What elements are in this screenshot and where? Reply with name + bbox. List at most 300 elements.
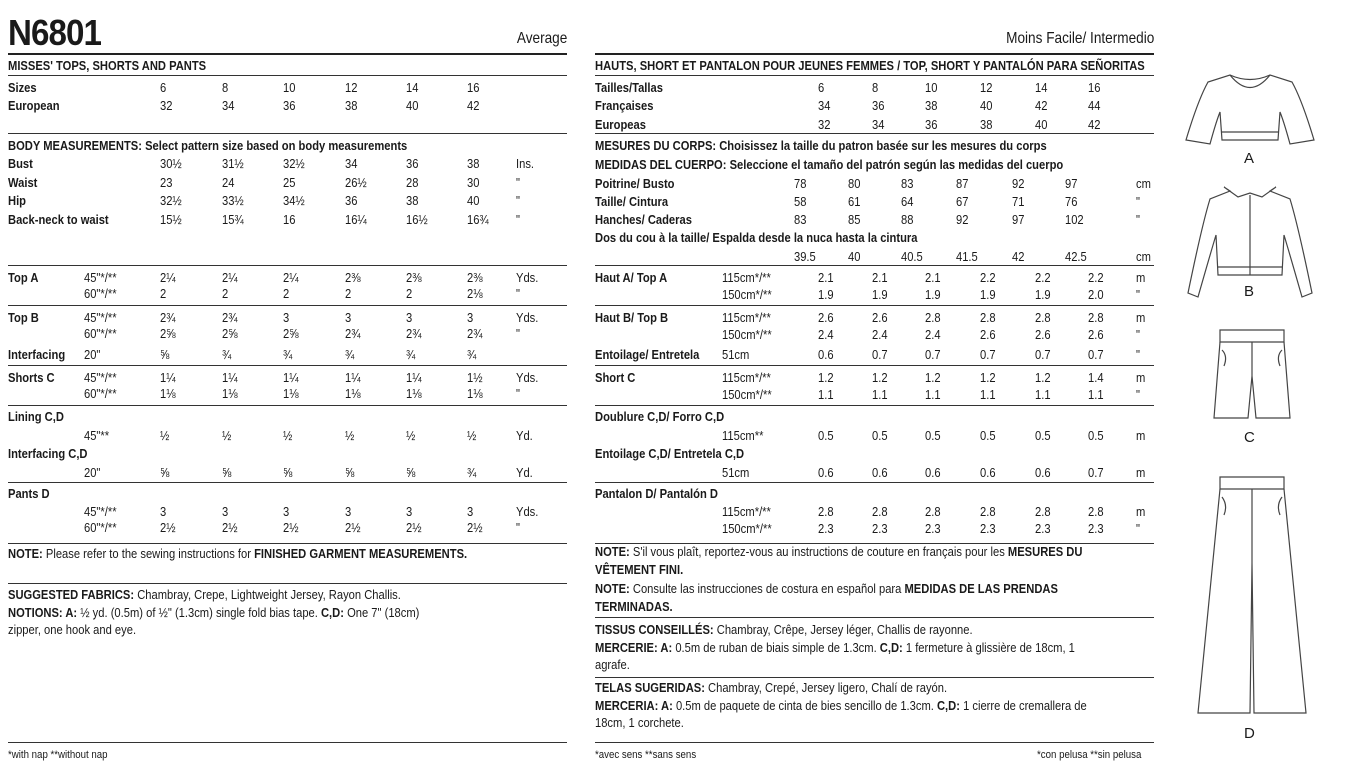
shorts-c-width: 45"*/** <box>84 370 117 385</box>
pantalon-value: 2.8 <box>1088 504 1104 519</box>
divider <box>595 482 1154 483</box>
poitrine-label: Poitrine/ Busto <box>595 176 675 191</box>
top-a-value: 2 <box>345 286 352 301</box>
pantalon-value: 2.8 <box>872 504 888 519</box>
hip-value: 34½ <box>283 193 305 208</box>
doublure-value: 0.5 <box>818 428 834 443</box>
top-b-value: 2¾ <box>345 326 361 341</box>
europea-size-value: 38 <box>980 117 993 132</box>
haut-a-value: 2.2 <box>980 270 996 285</box>
pants-d-width: 45"*/** <box>84 504 117 519</box>
pantalon-value: 2.3 <box>980 521 996 536</box>
pants-d-value: 2½ <box>283 520 299 535</box>
interfacing-cd-value: ⅝ <box>345 465 355 480</box>
europea-size-value: 36 <box>925 117 938 132</box>
divider <box>8 405 567 406</box>
taille-unit: " <box>1136 194 1140 209</box>
haut-b-label: Haut B/ Top B <box>595 310 669 325</box>
entoilage-cd-value: 0.6 <box>1035 465 1051 480</box>
sizes-label: Sizes <box>8 80 37 95</box>
francaise-size-value: 40 <box>980 98 993 113</box>
top-a-value: 2 <box>222 286 229 301</box>
garment-label-c: C <box>1244 429 1255 446</box>
taille-label: Taille/ Cintura <box>595 194 669 209</box>
entoilage-cd-unit: m <box>1136 465 1146 480</box>
bust-value: 34 <box>345 156 358 171</box>
top-b-value: 3 <box>283 310 290 325</box>
pantalon-unit: " <box>1136 521 1140 536</box>
pants-d-value: 2½ <box>160 520 176 535</box>
pants-d-value: 3 <box>406 504 413 519</box>
hip-value: 32½ <box>160 193 182 208</box>
short-c-value: 1.4 <box>1088 370 1104 385</box>
entoilage-cd-label: Entoilage C,D/ Entretela C,D <box>595 446 745 461</box>
top-b-value: 3 <box>467 310 474 325</box>
hanches-value: 88 <box>901 212 914 227</box>
short-c-value: 1.1 <box>1035 387 1051 402</box>
haut-a-unit: m <box>1136 270 1146 285</box>
europea-size-value: 40 <box>1035 117 1048 132</box>
taille-value: 76 <box>1065 194 1078 209</box>
short-c-value: 1.1 <box>1088 387 1104 402</box>
haut-b-value: 2.6 <box>1035 327 1051 342</box>
top-b-label: Top B <box>8 310 39 325</box>
garment-label-d: D <box>1244 725 1255 742</box>
haut-a-value: 2.1 <box>872 270 888 285</box>
shorts-c-value: 1⅛ <box>345 386 361 401</box>
garment-label-b: B <box>1244 283 1255 300</box>
pantalon-value: 2.3 <box>925 521 941 536</box>
top-a-value: 2¼ <box>283 270 299 285</box>
shorts-c-value: 1¼ <box>406 370 422 385</box>
hanches-value: 97 <box>1012 212 1025 227</box>
dos-unit: cm <box>1136 249 1151 264</box>
taille-value: 58 <box>794 194 807 209</box>
mesures-heading: MESURES DU CORPS: Choisissez la taille du patron basée sur les mesures du corps <box>595 138 1047 153</box>
pantalon-value: 2.8 <box>925 504 941 519</box>
dos-value: 39.5 <box>794 249 816 264</box>
header-en: MISSES' TOPS, SHORTS AND PANTS <box>8 58 207 73</box>
pantalon-width: 115cm*/** <box>722 504 771 519</box>
poitrine-value: 80 <box>848 176 861 191</box>
back-value: 15½ <box>160 212 182 227</box>
short-c-value: 1.2 <box>872 370 888 385</box>
dos-value: 40.5 <box>901 249 923 264</box>
fabrics-en: SUGGESTED FABRICS: Chambray, Crepe, Lightweight Jersey, Rayon Challis. NOTIONS: A: ½ yd. (0.5m) of ½" (1.3cm) single fold bias tape. C,D: One 7" (18cm) zipper, one hook and eye. <box>8 587 420 637</box>
entoilage-unit: " <box>1136 347 1140 362</box>
divider <box>8 133 567 134</box>
dos-value: 41.5 <box>956 249 978 264</box>
top-a-value: 2⅜ <box>345 270 361 285</box>
notes-fr-es: NOTE: S'il vous plaît, reportez-vous au instructions de couture en français pour les MESURES DU VÊTEMENT FINI. NOTE: Consulte las instrucciones de costura en español para MEDIDAS DE LAS PRENDAS TERMINADAS. <box>595 544 1083 614</box>
lining-width: 45"** <box>84 428 110 443</box>
taille-value: 64 <box>901 194 914 209</box>
shorts-c-value: 1¼ <box>222 370 238 385</box>
haut-b-value: 2.6 <box>1088 327 1104 342</box>
haut-b-value: 2.4 <box>872 327 888 342</box>
bust-label: Bust <box>8 156 33 171</box>
size-value: 8 <box>222 80 229 95</box>
divider <box>595 365 1154 366</box>
poitrine-value: 78 <box>794 176 807 191</box>
pantalon-value: 2.8 <box>818 504 834 519</box>
waist-unit: " <box>516 175 520 190</box>
divider <box>595 305 1154 306</box>
top-b-value: 2⅝ <box>160 326 176 341</box>
shorts-c-value: 1¼ <box>160 370 176 385</box>
hanches-value: 83 <box>794 212 807 227</box>
garment-a-sketch <box>1180 70 1320 150</box>
hanches-unit: " <box>1136 212 1140 227</box>
shorts-c-value: 1¼ <box>345 370 361 385</box>
hip-value: 40 <box>467 193 480 208</box>
haut-b-value: 2.4 <box>925 327 941 342</box>
short-c-unit: m <box>1136 370 1146 385</box>
hip-label: Hip <box>8 193 27 208</box>
haut-a-value: 2.0 <box>1088 287 1104 302</box>
pants-d-value: 3 <box>160 504 167 519</box>
doublure-value: 0.5 <box>1088 428 1104 443</box>
shorts-c-value: 1⅛ <box>222 386 238 401</box>
european-label: European <box>8 98 60 113</box>
pattern-number: N6801 <box>8 12 102 53</box>
poitrine-unit: cm <box>1136 176 1151 191</box>
bust-value: 31½ <box>222 156 244 171</box>
hanches-value: 102 <box>1065 212 1084 227</box>
footnote-fr: *avec sens **sans sens <box>595 749 697 761</box>
lining-value: ½ <box>222 428 232 443</box>
interfacing-cd-value: ⅝ <box>283 465 293 480</box>
haut-b-value: 2.8 <box>1035 310 1051 325</box>
top-a-value: 2 <box>160 286 167 301</box>
pants-d-label: Pants D <box>8 486 50 501</box>
european-size-value: 36 <box>283 98 296 113</box>
taille-value: 61 <box>848 194 861 209</box>
entoilage-value: 0.6 <box>818 347 834 362</box>
haut-b-unit: m <box>1136 310 1146 325</box>
short-c-value: 1.1 <box>925 387 941 402</box>
hip-value: 36 <box>345 193 358 208</box>
top-b-unit: Yds. <box>516 310 539 325</box>
doublure-width: 115cm** <box>722 428 764 443</box>
haut-b-value: 2.6 <box>872 310 888 325</box>
european-size-value: 38 <box>345 98 358 113</box>
divider <box>8 482 567 483</box>
interfacing-width: 20" <box>84 347 101 362</box>
haut-b-value: 2.8 <box>1088 310 1104 325</box>
hip-unit: " <box>516 193 520 208</box>
interfacing-cd-value: ⅝ <box>406 465 416 480</box>
taille-value: 67 <box>956 194 969 209</box>
fabrics-es: TELAS SUGERIDAS: Chambray, Crepé, Jersey ligero, Chalí de rayón. MERCERIA: A: 0.5m de paquete de cinta de bies sencillo de 1.3cm. C,D: 1 cierre de cremallera de 18cm, 1 corchete. <box>595 680 1087 730</box>
pantalon-value: 2.3 <box>818 521 834 536</box>
lining-value: ½ <box>467 428 477 443</box>
short-c-value: 1.2 <box>925 370 941 385</box>
top-b-value: 2¾ <box>467 326 483 341</box>
haut-b-width: 150cm*/** <box>722 327 772 342</box>
divider <box>8 265 567 266</box>
waist-label: Waist <box>8 175 38 190</box>
pantalon-value: 2.8 <box>1035 504 1051 519</box>
haut-a-value: 2.1 <box>818 270 834 285</box>
back-value: 16½ <box>406 212 428 227</box>
haut-a-value: 1.9 <box>925 287 941 302</box>
poitrine-value: 97 <box>1065 176 1078 191</box>
bust-unit: Ins. <box>516 156 535 171</box>
garment-d-sketch <box>1192 473 1312 721</box>
entoilage-cd-value: 0.7 <box>1088 465 1104 480</box>
entoilage-value: 0.7 <box>1088 347 1104 362</box>
skill-level-fr-es: Moins Facile/ Intermedio <box>1005 30 1154 47</box>
top-a-unit: Yds. <box>516 270 539 285</box>
top-b-value: 3 <box>406 310 413 325</box>
pants-d-unit: " <box>516 520 520 535</box>
back-label: Back-neck to waist <box>8 212 109 227</box>
bust-value: 30½ <box>160 156 182 171</box>
europeas-label: Europeas <box>595 117 646 132</box>
haut-a-label: Haut A/ Top A <box>595 270 668 285</box>
doublure-unit: m <box>1136 428 1146 443</box>
interfacing-value: ¾ <box>222 347 232 362</box>
top-a-value: 2⅛ <box>467 286 483 301</box>
short-c-value: 1.1 <box>818 387 834 402</box>
top-b-width: 60"*/** <box>84 326 117 341</box>
short-c-value: 1.1 <box>872 387 888 402</box>
pants-d-value: 3 <box>345 504 352 519</box>
pants-d-unit: Yds. <box>516 504 539 519</box>
haut-b-value: 2.4 <box>818 327 834 342</box>
interfacing-cd-value: ¾ <box>467 465 477 480</box>
top-a-unit: " <box>516 286 520 301</box>
top-a-value: 2⅜ <box>467 270 483 285</box>
interfacing-value: ⅝ <box>160 347 170 362</box>
pants-d-value: 3 <box>222 504 229 519</box>
top-a-value: 2¼ <box>160 270 176 285</box>
short-c-width: 115cm*/** <box>722 370 771 385</box>
size-value: 16 <box>467 80 480 95</box>
divider <box>8 365 567 366</box>
body-measurements-heading: BODY MEASUREMENTS: Select pattern size based on body measurements <box>8 138 408 153</box>
waist-value: 30 <box>467 175 480 190</box>
taille-value: 8 <box>872 80 879 95</box>
entoilage-cd-value: 0.6 <box>818 465 834 480</box>
top-a-value: 2⅜ <box>406 270 422 285</box>
interfacing-value: ¾ <box>283 347 293 362</box>
haut-a-value: 1.9 <box>872 287 888 302</box>
shorts-c-value: 1⅛ <box>283 386 299 401</box>
pants-d-value: 2½ <box>345 520 361 535</box>
waist-value: 24 <box>222 175 235 190</box>
garment-label-a: A <box>1244 150 1255 167</box>
haut-b-value: 2.8 <box>980 310 996 325</box>
haut-a-value: 2.2 <box>1035 270 1051 285</box>
short-c-value: 1.2 <box>1035 370 1051 385</box>
waist-value: 25 <box>283 175 296 190</box>
interfacing-cd-value: ⅝ <box>160 465 170 480</box>
entoilage-cd-value: 0.6 <box>980 465 996 480</box>
interfacing-cd-unit: Yd. <box>516 465 533 480</box>
haut-b-value: 2.6 <box>980 327 996 342</box>
top-b-width: 45"*/** <box>84 310 117 325</box>
taille-value: 12 <box>980 80 993 95</box>
divider <box>595 265 1154 266</box>
hip-value: 38 <box>406 193 419 208</box>
entoilage-label: Entoilage/ Entretela <box>595 347 700 362</box>
tailles-label: Tailles/Tallas <box>595 80 663 95</box>
francaise-size-value: 44 <box>1088 98 1101 113</box>
header-fr-es: HAUTS, SHORT ET PANTALON POUR JEUNES FEMMES / TOP, SHORT Y PANTALÓN PARA SEÑORITAS <box>595 58 1145 73</box>
garment-c-sketch <box>1212 326 1292 426</box>
haut-a-value: 1.9 <box>980 287 996 302</box>
taille-value: 71 <box>1012 194 1025 209</box>
back-value: 16 <box>283 212 296 227</box>
european-size-value: 42 <box>467 98 480 113</box>
shorts-c-label: Shorts C <box>8 370 55 385</box>
waist-value: 23 <box>160 175 173 190</box>
interfacing-cd-width: 20" <box>84 465 101 480</box>
haut-a-value: 1.9 <box>1035 287 1051 302</box>
interfacing-value: ¾ <box>406 347 416 362</box>
pants-d-value: 3 <box>283 504 290 519</box>
haut-b-value: 2.6 <box>818 310 834 325</box>
lining-value: ½ <box>406 428 416 443</box>
pantalon-value: 2.3 <box>872 521 888 536</box>
hanches-value: 92 <box>956 212 969 227</box>
divider <box>8 305 567 306</box>
shorts-c-value: 1⅛ <box>160 386 176 401</box>
shorts-c-value: 1½ <box>467 370 483 385</box>
european-size-value: 40 <box>406 98 419 113</box>
taille-value: 6 <box>818 80 825 95</box>
francaise-size-value: 34 <box>818 98 831 113</box>
haut-a-value: 2.1 <box>925 270 941 285</box>
taille-value: 10 <box>925 80 938 95</box>
poitrine-value: 92 <box>1012 176 1025 191</box>
dos-value: 40 <box>848 249 861 264</box>
dos-label: Dos du cou à la taille/ Espalda desde la nuca hasta la cintura <box>595 230 918 245</box>
top-b-value: 2¾ <box>222 310 238 325</box>
lining-value: ½ <box>283 428 293 443</box>
divider <box>595 133 1154 134</box>
shorts-c-unit: Yds. <box>516 370 539 385</box>
back-value: 16¼ <box>345 212 367 227</box>
top-a-value: 2 <box>283 286 290 301</box>
size-value: 6 <box>160 80 167 95</box>
taille-value: 14 <box>1035 80 1048 95</box>
pants-d-value: 2½ <box>406 520 422 535</box>
skill-level-en: Average <box>516 30 567 47</box>
shorts-c-width: 60"*/** <box>84 386 117 401</box>
entoilage-value: 0.7 <box>1035 347 1051 362</box>
note-en: NOTE: Please refer to the sewing instructions for FINISHED GARMENT MEASUREMENTS. <box>8 546 468 561</box>
footnote-es: *con pelusa **sin pelusa <box>1037 749 1142 761</box>
lining-unit: Yd. <box>516 428 533 443</box>
top-b-unit: " <box>516 326 520 341</box>
european-size-value: 34 <box>222 98 235 113</box>
size-value: 10 <box>283 80 296 95</box>
pantalon-value: 2.8 <box>980 504 996 519</box>
short-c-value: 1.1 <box>980 387 996 402</box>
haut-b-value: 2.8 <box>925 310 941 325</box>
poitrine-value: 83 <box>901 176 914 191</box>
top-a-label: Top A <box>8 270 39 285</box>
entoilage-cd-value: 0.6 <box>925 465 941 480</box>
pantalon-width: 150cm*/** <box>722 521 772 536</box>
waist-value: 28 <box>406 175 419 190</box>
top-b-value: 2⅝ <box>222 326 238 341</box>
pants-d-value: 2½ <box>467 520 483 535</box>
short-c-width: 150cm*/** <box>722 387 772 402</box>
top-a-width: 60"*/** <box>84 286 117 301</box>
lining-value: ½ <box>160 428 170 443</box>
interfacing-cd-value: ⅝ <box>222 465 232 480</box>
short-c-value: 1.2 <box>980 370 996 385</box>
entoilage-cd-width: 51cm <box>722 465 750 480</box>
pantalon-unit: m <box>1136 504 1146 519</box>
top-b-value: 2¾ <box>406 326 422 341</box>
divider <box>595 405 1154 406</box>
medidas-heading: MEDIDAS DEL CUERPO: Seleccione el tamaño del patrón según las medidas del cuerpo <box>595 157 1064 172</box>
entoilage-width: 51cm <box>722 347 750 362</box>
haut-a-value: 1.9 <box>818 287 834 302</box>
shorts-c-value: 1¼ <box>283 370 299 385</box>
shorts-c-value: 1⅛ <box>467 386 483 401</box>
poitrine-value: 87 <box>956 176 969 191</box>
top-b-value: 3 <box>345 310 352 325</box>
doublure-value: 0.5 <box>1035 428 1051 443</box>
dos-value: 42.5 <box>1065 249 1087 264</box>
pantalon-value: 2.3 <box>1035 521 1051 536</box>
short-c-unit: " <box>1136 387 1140 402</box>
doublure-value: 0.5 <box>925 428 941 443</box>
francaise-size-value: 38 <box>925 98 938 113</box>
interfacing-value: ¾ <box>467 347 477 362</box>
hanches-value: 85 <box>848 212 861 227</box>
europea-size-value: 32 <box>818 117 831 132</box>
lining-value: ½ <box>345 428 355 443</box>
entoilage-value: 0.7 <box>925 347 941 362</box>
europea-size-value: 42 <box>1088 117 1101 132</box>
top-b-value: 2¾ <box>160 310 176 325</box>
lining-label: Lining C,D <box>8 409 64 424</box>
entoilage-value: 0.7 <box>872 347 888 362</box>
haut-a-width: 115cm*/** <box>722 270 771 285</box>
size-value: 12 <box>345 80 358 95</box>
europea-size-value: 34 <box>872 117 885 132</box>
shorts-c-unit: " <box>516 386 520 401</box>
back-value: 15¾ <box>222 212 244 227</box>
pants-d-value: 2½ <box>222 520 238 535</box>
hanches-label: Hanches/ Caderas <box>595 212 692 227</box>
haut-b-unit: " <box>1136 327 1140 342</box>
hip-value: 33½ <box>222 193 244 208</box>
interfacing-label: Interfacing <box>8 347 66 362</box>
interfacing-cd-label: Interfacing C,D <box>8 446 88 461</box>
pants-d-value: 3 <box>467 504 474 519</box>
footnote-en: *with nap **without nap <box>8 749 108 761</box>
size-value: 14 <box>406 80 419 95</box>
haut-a-width: 150cm*/** <box>722 287 772 302</box>
short-c-value: 1.2 <box>818 370 834 385</box>
top-a-width: 45"*/** <box>84 270 117 285</box>
haut-b-width: 115cm*/** <box>722 310 771 325</box>
haut-a-value: 2.2 <box>1088 270 1104 285</box>
bust-value: 32½ <box>283 156 305 171</box>
francaise-size-value: 42 <box>1035 98 1048 113</box>
bust-value: 38 <box>467 156 480 171</box>
top-b-value: 2⅝ <box>283 326 299 341</box>
francaises-label: Françaises <box>595 98 654 113</box>
